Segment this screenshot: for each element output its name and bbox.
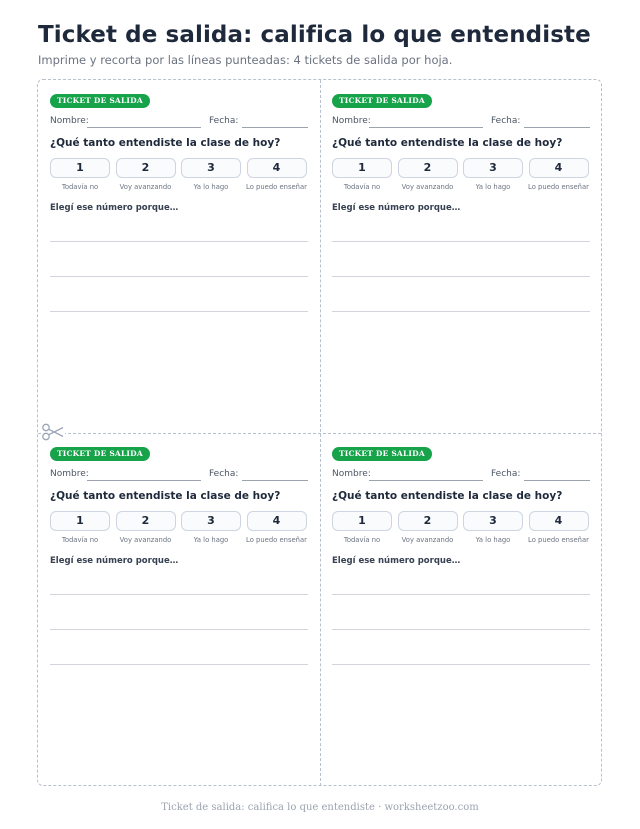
scale-option-3[interactable]: 3	[181, 158, 241, 178]
scale-caption-3: Ya lo hago	[475, 183, 511, 191]
exit-ticket-1	[50, 94, 308, 424]
date-label: Fecha:	[491, 469, 521, 479]
scale-option-4[interactable]: 4	[247, 158, 307, 178]
scale-caption-2: Voy avanzando	[401, 536, 454, 544]
writing-line[interactable]	[332, 629, 590, 630]
scale-caption-4: Lo puedo enseñar	[528, 536, 589, 544]
name-label: Nombre:	[50, 469, 89, 479]
ticket-badge: TICKET DE SALIDA	[50, 447, 150, 461]
ticket-badge: TICKET DE SALIDA	[332, 94, 432, 108]
date-field[interactable]	[524, 127, 590, 128]
ticket-badge: TICKET DE SALIDA	[50, 94, 150, 108]
writing-line[interactable]	[50, 276, 308, 277]
writing-line[interactable]	[50, 311, 308, 312]
page-title: Ticket de salida: califica lo que entendiste	[38, 22, 591, 48]
name-field[interactable]	[87, 127, 201, 128]
understanding-scale	[50, 511, 308, 547]
understanding-scale	[332, 158, 590, 194]
scissors-icon	[41, 423, 65, 441]
scale-caption-3: Ya lo hago	[193, 183, 229, 191]
reason-prompt: Elegí ese número porque…	[50, 556, 179, 566]
ticket-badge: TICKET DE SALIDA	[332, 447, 432, 461]
scale-caption-2: Voy avanzando	[119, 183, 172, 191]
scale-option-3[interactable]: 3	[463, 511, 523, 531]
name-field[interactable]	[369, 127, 483, 128]
scale-caption-4: Lo puedo enseñar	[246, 183, 307, 191]
scale-option-1[interactable]: 1	[50, 158, 110, 178]
date-field[interactable]	[524, 480, 590, 481]
scale-option-4[interactable]: 4	[247, 511, 307, 531]
scale-caption-3: Ya lo hago	[475, 536, 511, 544]
reason-prompt: Elegí ese número porque…	[50, 203, 179, 213]
name-date-row	[332, 469, 590, 483]
scale-option-4[interactable]: 4	[529, 158, 589, 178]
writing-line[interactable]	[332, 241, 590, 242]
scale-option-1[interactable]: 1	[332, 158, 392, 178]
scale-caption-2: Voy avanzando	[119, 536, 172, 544]
understanding-scale	[50, 158, 308, 194]
scale-caption-3: Ya lo hago	[193, 536, 229, 544]
name-date-row	[50, 469, 308, 483]
name-field[interactable]	[87, 480, 201, 481]
scale-option-4[interactable]: 4	[529, 511, 589, 531]
exit-ticket-4	[332, 447, 590, 777]
scale-option-2[interactable]: 2	[398, 158, 458, 178]
writing-line[interactable]	[332, 594, 590, 595]
scale-option-2[interactable]: 2	[398, 511, 458, 531]
name-label: Nombre:	[50, 116, 89, 126]
understanding-scale	[332, 511, 590, 547]
writing-line[interactable]	[332, 276, 590, 277]
question-text: ¿Qué tanto entendiste la clase de hoy?	[50, 137, 281, 149]
writing-line[interactable]	[332, 311, 590, 312]
name-date-row	[50, 116, 308, 130]
scale-caption-1: Todavía no	[343, 536, 381, 544]
question-text: ¿Qué tanto entendiste la clase de hoy?	[332, 137, 563, 149]
scale-option-2[interactable]: 2	[116, 158, 176, 178]
scale-caption-1: Todavía no	[343, 183, 381, 191]
name-field[interactable]	[369, 480, 483, 481]
name-label: Nombre:	[332, 469, 371, 479]
writing-line[interactable]	[50, 241, 308, 242]
name-date-row	[332, 116, 590, 130]
scale-option-3[interactable]: 3	[181, 511, 241, 531]
writing-line[interactable]	[50, 594, 308, 595]
date-field[interactable]	[242, 480, 308, 481]
date-field[interactable]	[242, 127, 308, 128]
writing-line[interactable]	[50, 664, 308, 665]
writing-line[interactable]	[332, 664, 590, 665]
exit-ticket-2	[332, 94, 590, 424]
footer-text: Ticket de salida: califica lo que entendiste · worksheetzoo.com	[161, 802, 479, 813]
reason-prompt: Elegí ese número porque…	[332, 203, 461, 213]
horizontal-cut-line	[38, 433, 601, 434]
scale-caption-4: Lo puedo enseñar	[528, 183, 589, 191]
question-text: ¿Qué tanto entendiste la clase de hoy?	[50, 490, 281, 502]
scale-option-1[interactable]: 1	[332, 511, 392, 531]
scale-caption-1: Todavía no	[61, 536, 99, 544]
question-text: ¿Qué tanto entendiste la clase de hoy?	[332, 490, 563, 502]
reason-prompt: Elegí ese número porque…	[332, 556, 461, 566]
writing-line[interactable]	[50, 629, 308, 630]
scale-option-3[interactable]: 3	[463, 158, 523, 178]
scale-option-2[interactable]: 2	[116, 511, 176, 531]
date-label: Fecha:	[209, 116, 239, 126]
name-label: Nombre:	[332, 116, 371, 126]
scale-caption-2: Voy avanzando	[401, 183, 454, 191]
exit-ticket-3	[50, 447, 308, 777]
date-label: Fecha:	[491, 116, 521, 126]
scale-caption-1: Todavía no	[61, 183, 99, 191]
page-subtitle: Imprime y recorta por las líneas punteadas: 4 tickets de salida por hoja.	[38, 53, 453, 67]
scale-option-1[interactable]: 1	[50, 511, 110, 531]
scale-caption-4: Lo puedo enseñar	[246, 536, 307, 544]
date-label: Fecha:	[209, 469, 239, 479]
